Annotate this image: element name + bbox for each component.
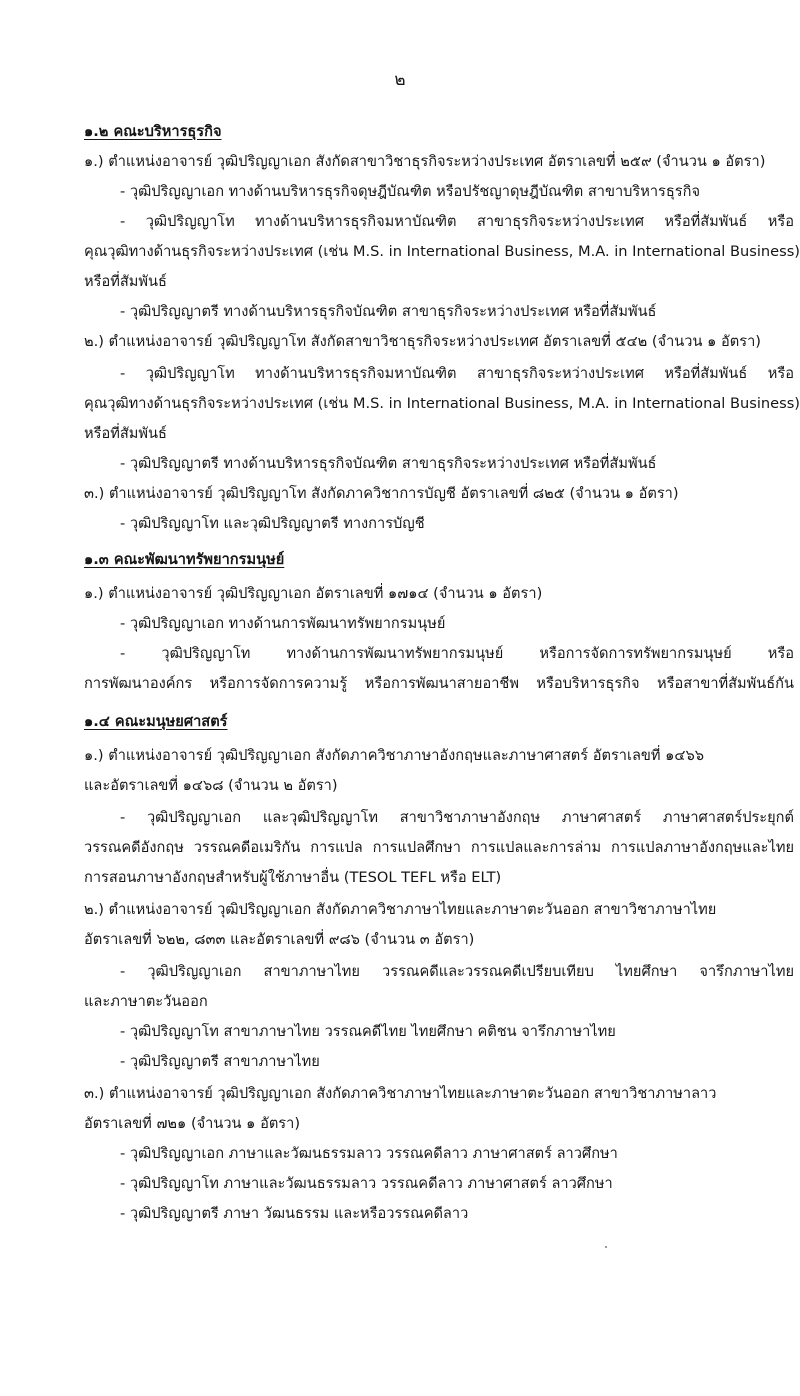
qualification-line: คุณวุฒิทางด้านธุรกิจระหว่างประเทศ (เช่น M.S. in International Business, M.A. in International Business) [84,395,800,412]
position-title: ๓.) ตำแหน่งอาจารย์ วุฒิปริญญาโท สังกัดภาควิชาการบัญชี อัตราเลขที่ ๘๒๕ (จำนวน ๑ อัตรา) [84,485,679,502]
qualification-line: - วุฒิปริญญาตรี ทางด้านบริหารธุรกิจบัณฑิต สาขาธุรกิจระหว่างประเทศ หรือที่สัมพันธ์ [120,455,657,472]
qualification-line: - วุฒิปริญญาตรี สาขาภาษาไทย [120,1053,320,1070]
qualification-line: - วุฒิปริญญาโท และวุฒิปริญญาตรี ทางการบัญชี [120,515,425,532]
qualification-line: - วุฒิปริญญาเอก ทางด้านบริหารธุรกิจดุษฎีบัณฑิต หรือปรัชญาดุษฎีบัณฑิต สาขาบริหารธุรกิจ [120,183,701,200]
qualification-line: - วุฒิปริญญาตรี ทางด้านบริหารธุรกิจบัณฑิต สาขาธุรกิจระหว่างประเทศ หรือที่สัมพันธ์ [120,303,657,320]
qualification-line: หรือที่สัมพันธ์ [84,273,167,290]
qualification-line: - วุฒิปริญญาเอก และวุฒิปริญญาโท สาขาวิชาภาษาอังกฤษ ภาษาศาสตร์ ภาษาศาสตร์ประยุกต์ [120,809,794,826]
position-title-continued: อัตราเลขที่ ๖๒๒, ๘๓๓ และอัตราเลขที่ ๙๘๖ (จำนวน ๓ อัตรา) [84,931,475,948]
position-title-continued: และอัตราเลขที่ ๑๔๖๘ (จำนวน ๒ อัตรา) [84,777,338,794]
qualification-line: คุณวุฒิทางด้านธุรกิจระหว่างประเทศ (เช่น M.S. in International Business, M.A. in International Business) [84,243,800,260]
qualification-line: - วุฒิปริญญาโท สาขาภาษาไทย วรรณคดีไทย ไทยศึกษา คติชน จารึกภาษาไทย [120,1023,616,1040]
position-title: ๑.) ตำแหน่งอาจารย์ วุฒิปริญญาเอก สังกัดภาควิชาภาษาอังกฤษและภาษาศาสตร์ อัตราเลขที่ ๑๔๖๖ [84,747,704,764]
position-title: ๒.) ตำแหน่งอาจารย์ วุฒิปริญญาโท สังกัดสาขาวิชาธุรกิจระหว่างประเทศ อัตราเลขที่ ๕๔๒ (จำนวน ๑ อัตรา) [84,333,761,350]
qualification-line: - วุฒิปริญญาโท ทางด้านบริหารธุรกิจมหาบัณฑิต สาขาธุรกิจระหว่างประเทศ หรือที่สัมพันธ์ หรือ [120,365,794,382]
position-title: ๑.) ตำแหน่งอาจารย์ วุฒิปริญญาเอก สังกัดสาขาวิชาธุรกิจระหว่างประเทศ อัตราเลขที่ ๒๕๙ (จำนวน ๑ อัตรา) [84,153,766,170]
qualification-line: การสอนภาษาอังกฤษสำหรับผู้ใช้ภาษาอื่น (TESOL TEFL หรือ ELT) [84,869,502,886]
page-number: ๒ [394,70,406,90]
position-title: ๓.) ตำแหน่งอาจารย์ วุฒิปริญญาเอก สังกัดภาควิชาภาษาไทยและภาษาตะวันออก สาขาวิชาภาษาลาว [84,1085,717,1102]
position-title: ๑.) ตำแหน่งอาจารย์ วุฒิปริญญาเอก อัตราเลขที่ ๑๗๑๔ (จำนวน ๑ อัตรา) [84,585,543,602]
qualification-line: - วุฒิปริญญาเอก สาขาภาษาไทย วรรณคดีและวรรณคดีเปรียบเทียบ ไทยศึกษา จารึกภาษาไทย [120,963,794,980]
qualification-line: หรือที่สัมพันธ์ [84,425,167,442]
scan-speck [605,1246,607,1248]
qualification-line: การพัฒนาองค์กร หรือการจัดการความรู้ หรือการพัฒนาสายอาชีพ หรือบริหารธุรกิจ หรือสาขาที่สัมพันธ์กัน [84,675,794,692]
section-heading-business: ๑.๒ คณะบริหารธุรกิจ [84,123,222,140]
qualification-line: - วุฒิปริญญาเอก ภาษาและวัฒนธรรมลาว วรรณคดีลาว ภาษาศาสตร์ ลาวศึกษา [120,1145,618,1162]
section-heading-hrd: ๑.๓ คณะพัฒนาทรัพยากรมนุษย์ [84,551,285,568]
qualification-line: และภาษาตะวันออก [84,993,208,1010]
qualification-line: วรรณคดีอังกฤษ วรรณคดีอเมริกัน การแปล การแปลศึกษา การแปลและการล่าม การแปลภาษาอังกฤษและไทย [84,839,794,856]
qualification-line: - วุฒิปริญญาโท ทางด้านการพัฒนาทรัพยากรมนุษย์ หรือการจัดการทรัพยากรมนุษย์ หรือ [120,645,794,662]
position-title: ๒.) ตำแหน่งอาจารย์ วุฒิปริญญาเอก สังกัดภาควิชาภาษาไทยและภาษาตะวันออก สาขาวิชาภาษาไทย [84,901,717,918]
section-heading-humanities: ๑.๔ คณะมนุษยศาสตร์ [84,713,228,730]
qualification-line: - วุฒิปริญญาเอก ทางด้านการพัฒนาทรัพยากรมนุษย์ [120,615,446,632]
position-title-continued: อัตราเลขที่ ๗๒๑ (จำนวน ๑ อัตรา) [84,1115,301,1132]
qualification-line: - วุฒิปริญญาโท ทางด้านบริหารธุรกิจมหาบัณฑิต สาขาธุรกิจระหว่างประเทศ หรือที่สัมพันธ์ หรือ [120,213,794,230]
qualification-line: - วุฒิปริญญาตรี ภาษา วัฒนธรรม และหรือวรรณคดีลาว [120,1205,469,1222]
qualification-line: - วุฒิปริญญาโท ภาษาและวัฒนธรรมลาว วรรณคดีลาว ภาษาศาสตร์ ลาวศึกษา [120,1175,613,1192]
